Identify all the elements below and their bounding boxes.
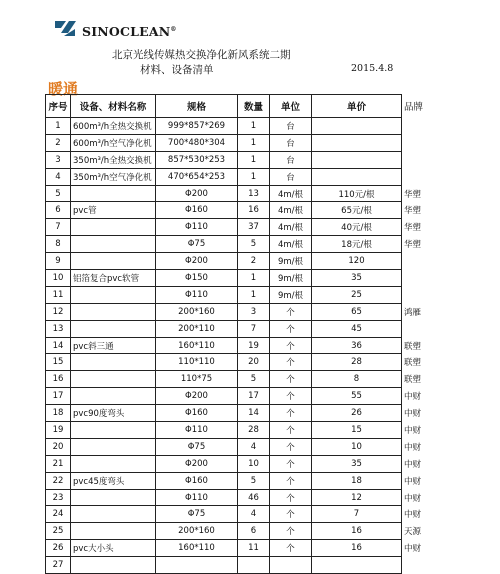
row-price: 65: [312, 303, 402, 320]
row-brand: 联塑: [404, 375, 422, 386]
row-brand: 鸿雁: [404, 307, 422, 318]
row-brand: 华塑: [404, 189, 422, 200]
table-row: [46, 354, 434, 371]
row-spec: [156, 557, 238, 574]
row-unit: 个: [270, 371, 312, 388]
row-qty: 1: [238, 286, 270, 303]
col-header-no: 序号: [46, 95, 71, 118]
row-qty: 13: [238, 185, 270, 202]
row-qty: 28: [238, 422, 270, 439]
table-row: [46, 506, 434, 523]
row-name: 600m³/h空气净化机: [71, 134, 156, 151]
row-price: 15: [312, 422, 402, 439]
document-title: 北京光线传媒热交换净化新风系统二期: [112, 49, 291, 61]
row-spec: 857*530*253: [156, 151, 238, 168]
row-qty: 16: [238, 202, 270, 219]
row-price: [312, 168, 402, 185]
row-qty: 2: [238, 253, 270, 270]
row-name: pvc90度弯头: [71, 405, 156, 422]
row-unit: 个: [270, 303, 312, 320]
row-price: 26: [312, 405, 402, 422]
row-price: 8: [312, 371, 402, 388]
row-spec: 160*110: [156, 337, 238, 354]
row-spec: Φ110: [156, 422, 238, 439]
table-row: [46, 303, 434, 320]
col-header-unit: 单位: [270, 95, 312, 118]
row-price: [312, 557, 402, 574]
row-brand: 中财: [404, 392, 422, 403]
table-row: [46, 202, 434, 219]
row-no: 1: [46, 118, 71, 135]
row-unit: 个: [270, 388, 312, 405]
row-spec: Φ110: [156, 219, 238, 236]
col-header-name: 设备、材料名称: [71, 95, 156, 118]
row-unit: 台: [270, 151, 312, 168]
row-name: 350m³/h全热交换机: [71, 151, 156, 168]
row-qty: 20: [238, 354, 270, 371]
table-row: [46, 405, 434, 422]
row-unit: 个: [270, 540, 312, 557]
row-price: 28: [312, 354, 402, 371]
row-name: [71, 438, 156, 455]
row-brand: 联塑: [404, 341, 422, 352]
row-spec: Φ110: [156, 286, 238, 303]
row-name: [71, 253, 156, 270]
row-name: [71, 320, 156, 337]
row-brand: [402, 270, 434, 287]
row-brand: 中财: [404, 493, 422, 504]
row-qty: 14: [238, 405, 270, 422]
table-row: [46, 134, 434, 151]
row-brand: [402, 134, 434, 151]
row-qty: 6: [238, 523, 270, 540]
table-row: [46, 118, 434, 135]
row-qty: 4: [238, 438, 270, 455]
row-brand: 华塑: [404, 240, 422, 251]
row-unit: 4m/根: [270, 236, 312, 253]
row-brand: 华塑: [404, 223, 422, 234]
row-no: 14: [46, 337, 71, 354]
row-qty: [238, 557, 270, 574]
row-price: 120: [312, 253, 402, 270]
col-header-price: 单价: [312, 95, 402, 118]
row-name: pvc大小头: [71, 540, 156, 557]
row-unit: 个: [270, 472, 312, 489]
company-name: SINOCLEAN®: [82, 24, 177, 39]
row-brand: 中财: [404, 544, 422, 555]
table-row: [46, 371, 434, 388]
materials-table: [45, 94, 434, 574]
row-spec: 700*480*304: [156, 134, 238, 151]
table-row: [46, 438, 434, 455]
row-price: 10: [312, 438, 402, 455]
table-header-row: [46, 95, 434, 118]
col-header-qty: 数量: [238, 95, 270, 118]
row-price: 7: [312, 506, 402, 523]
table-row: [46, 540, 434, 557]
row-spec: 160*110: [156, 540, 238, 557]
row-qty: 37: [238, 219, 270, 236]
row-unit: 4m/根: [270, 185, 312, 202]
row-brand: 中财: [404, 425, 422, 436]
row-qty: 5: [238, 472, 270, 489]
row-no: 27: [46, 557, 71, 574]
row-no: 15: [46, 354, 71, 371]
table-row: [46, 557, 434, 574]
row-no: 21: [46, 455, 71, 472]
row-brand: 中财: [404, 510, 422, 521]
row-qty: 10: [238, 455, 270, 472]
row-name: [71, 303, 156, 320]
table-row: [46, 337, 434, 354]
row-qty: 1: [238, 134, 270, 151]
col-header-spec: 规格: [156, 95, 238, 118]
row-qty: 19: [238, 337, 270, 354]
table-row: [46, 236, 434, 253]
table-row: [46, 219, 434, 236]
row-name: [71, 354, 156, 371]
row-unit: 个: [270, 354, 312, 371]
document-subtitle: 材料、设备清单: [140, 64, 214, 76]
row-name: [71, 557, 156, 574]
row-brand: [402, 118, 434, 135]
row-unit: 台: [270, 134, 312, 151]
row-unit: 台: [270, 168, 312, 185]
row-unit: [270, 557, 312, 574]
row-unit: 个: [270, 438, 312, 455]
row-spec: Φ160: [156, 472, 238, 489]
row-qty: 1: [238, 151, 270, 168]
row-price: 55: [312, 388, 402, 405]
row-unit: 个: [270, 422, 312, 439]
row-brand: 天源: [404, 527, 422, 538]
row-name: [71, 371, 156, 388]
table-row: [46, 253, 434, 270]
row-name: [71, 286, 156, 303]
row-no: 17: [46, 388, 71, 405]
table-row: [46, 270, 434, 287]
row-brand: 中财: [404, 409, 422, 420]
table-row: [46, 185, 434, 202]
row-qty: 46: [238, 489, 270, 506]
row-no: 10: [46, 270, 71, 287]
row-price: [312, 118, 402, 135]
col-header-brand: 品牌: [404, 102, 424, 113]
row-unit: 个: [270, 337, 312, 354]
row-unit: 个: [270, 523, 312, 540]
row-name: [71, 236, 156, 253]
row-qty: 5: [238, 371, 270, 388]
company-logo: [52, 16, 212, 46]
table-row: [46, 422, 434, 439]
row-no: 7: [46, 219, 71, 236]
row-spec: 110*75: [156, 371, 238, 388]
table-row: [46, 320, 434, 337]
row-qty: 1: [238, 168, 270, 185]
row-no: 23: [46, 489, 71, 506]
row-no: 26: [46, 540, 71, 557]
row-price: 45: [312, 320, 402, 337]
row-name: 600m³/h全热交换机: [71, 118, 156, 135]
row-spec: Φ200: [156, 388, 238, 405]
row-spec: 999*857*269: [156, 118, 238, 135]
table-row: [46, 489, 434, 506]
row-unit: 个: [270, 455, 312, 472]
row-spec: 200*110: [156, 320, 238, 337]
row-price: 35: [312, 270, 402, 287]
row-spec: 200*160: [156, 523, 238, 540]
row-qty: 5: [238, 236, 270, 253]
row-spec: Φ160: [156, 202, 238, 219]
row-brand: 华塑: [404, 206, 422, 217]
row-no: 5: [46, 185, 71, 202]
row-no: 4: [46, 168, 71, 185]
row-brand: [402, 168, 434, 185]
row-price: [312, 151, 402, 168]
row-name: [71, 388, 156, 405]
row-name: [71, 523, 156, 540]
row-spec: Φ160: [156, 405, 238, 422]
row-price: 110元/根: [312, 185, 402, 202]
row-price: 36: [312, 337, 402, 354]
row-unit: 个: [270, 506, 312, 523]
row-name: [71, 185, 156, 202]
row-price: 16: [312, 523, 402, 540]
row-qty: 1: [238, 118, 270, 135]
row-price: 18: [312, 472, 402, 489]
row-price: 35: [312, 455, 402, 472]
row-unit: 9m/根: [270, 270, 312, 287]
row-brand: 中财: [404, 442, 422, 453]
row-name: pvc管: [71, 202, 156, 219]
row-name: [71, 506, 156, 523]
row-name: pvc斜三通: [71, 337, 156, 354]
row-spec: 200*160: [156, 303, 238, 320]
row-brand: 联塑: [404, 358, 422, 369]
table-row: [46, 168, 434, 185]
row-unit: 4m/根: [270, 219, 312, 236]
row-unit: 4m/根: [270, 202, 312, 219]
row-name: [71, 489, 156, 506]
row-spec: 110*110: [156, 354, 238, 371]
row-spec: Φ75: [156, 438, 238, 455]
row-qty: 1: [238, 270, 270, 287]
row-name: 铝箔复合pvc软管: [71, 270, 156, 287]
row-no: 18: [46, 405, 71, 422]
row-qty: 3: [238, 303, 270, 320]
row-price: 16: [312, 540, 402, 557]
row-brand: [402, 286, 434, 303]
row-price: 18元/根: [312, 236, 402, 253]
row-unit: 9m/根: [270, 253, 312, 270]
row-unit: 个: [270, 320, 312, 337]
row-qty: 11: [238, 540, 270, 557]
row-no: 12: [46, 303, 71, 320]
row-brand: [402, 151, 434, 168]
row-no: 20: [46, 438, 71, 455]
row-no: 24: [46, 506, 71, 523]
row-unit: 台: [270, 118, 312, 135]
row-spec: Φ150: [156, 270, 238, 287]
row-spec: 470*654*253: [156, 168, 238, 185]
row-name: pvc45度弯头: [71, 472, 156, 489]
table-row: [46, 286, 434, 303]
row-no: 2: [46, 134, 71, 151]
row-spec: Φ110: [156, 489, 238, 506]
row-spec: Φ200: [156, 253, 238, 270]
document-date: 2015.4.8: [351, 63, 394, 74]
section-heading: 暖通: [48, 80, 79, 98]
row-no: 16: [46, 371, 71, 388]
row-no: 3: [46, 151, 71, 168]
row-price: 40元/根: [312, 219, 402, 236]
row-name: [71, 219, 156, 236]
table-row: [46, 388, 434, 405]
row-price: 12: [312, 489, 402, 506]
row-no: 13: [46, 320, 71, 337]
row-brand: 中财: [404, 476, 422, 487]
row-price: [312, 134, 402, 151]
row-name: [71, 422, 156, 439]
row-unit: 个: [270, 405, 312, 422]
table-row: [46, 523, 434, 540]
table-row: [46, 455, 434, 472]
row-spec: Φ200: [156, 185, 238, 202]
row-name: 350m³/h空气净化机: [71, 168, 156, 185]
row-spec: Φ200: [156, 455, 238, 472]
row-qty: 17: [238, 388, 270, 405]
row-no: 22: [46, 472, 71, 489]
row-spec: Φ75: [156, 236, 238, 253]
row-brand: 中财: [404, 459, 422, 470]
row-brand: [402, 253, 434, 270]
row-no: 25: [46, 523, 71, 540]
row-no: 6: [46, 202, 71, 219]
row-brand: [402, 320, 434, 337]
table-row: [46, 472, 434, 489]
sinoclean-logo-icon: [52, 16, 78, 42]
row-qty: 4: [238, 506, 270, 523]
row-qty: 7: [238, 320, 270, 337]
row-price: 25: [312, 286, 402, 303]
row-unit: 9m/根: [270, 286, 312, 303]
row-unit: 个: [270, 489, 312, 506]
row-price: 65元/根: [312, 202, 402, 219]
row-brand: [402, 557, 434, 574]
row-no: 9: [46, 253, 71, 270]
row-name: [71, 455, 156, 472]
row-no: 11: [46, 286, 71, 303]
row-spec: Φ75: [156, 506, 238, 523]
row-no: 8: [46, 236, 71, 253]
row-no: 19: [46, 422, 71, 439]
table-row: [46, 151, 434, 168]
